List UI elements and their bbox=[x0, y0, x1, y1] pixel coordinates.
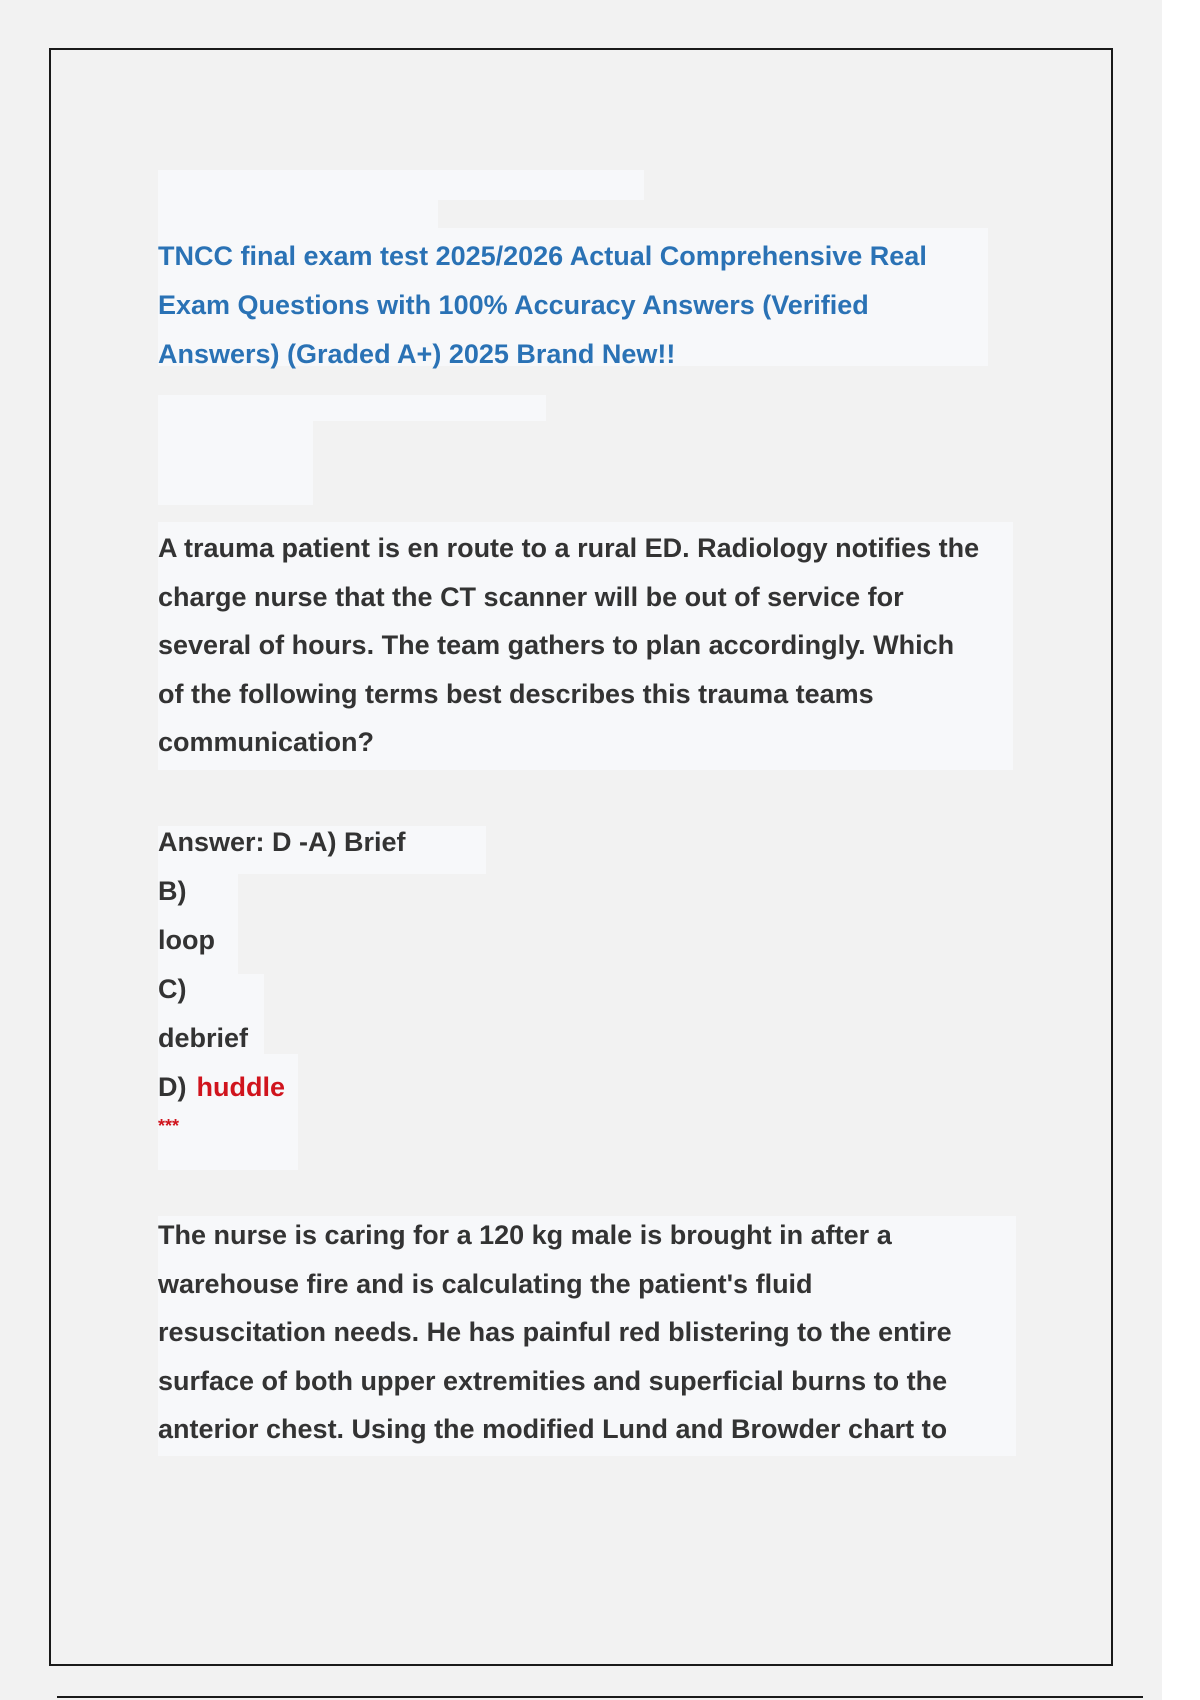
correct-answer-line bbox=[158, 1063, 1058, 1112]
text-highlight bbox=[158, 395, 546, 421]
title-line: TNCC final exam test 2025/2026 Actual Comprehensive Real bbox=[158, 241, 927, 271]
answer-line: Answer: D -A) Brief bbox=[158, 827, 406, 857]
question-line: surface of both upper extremities and superficial burns to the bbox=[158, 1365, 948, 1396]
question-line: anterior chest. Using the modified Lund and Browder chart to bbox=[158, 1414, 948, 1444]
question-2 bbox=[158, 1211, 1058, 1454]
answer-marker: *** bbox=[158, 1116, 180, 1136]
question-1 bbox=[158, 524, 1058, 767]
answer-line: B) bbox=[158, 876, 187, 906]
text-highlight bbox=[158, 200, 438, 230]
question-line: of the following terms best describes this trauma teams bbox=[158, 678, 874, 709]
question-line: charge nurse that the CT scanner will be out of service for bbox=[158, 581, 904, 612]
question-line: resuscitation needs. He has painful red blistering to the entire bbox=[158, 1317, 952, 1347]
title-line: Answers) (Graded A+) 2025 Brand New!! bbox=[158, 339, 676, 369]
right-margin-strip bbox=[1162, 0, 1200, 1700]
question-line: A trauma patient is en route to a rural ED. Radiology notifies the bbox=[158, 533, 980, 563]
answer-line: C) bbox=[158, 974, 187, 1004]
title-line: Exam Questions with 100% Accuracy Answers (Verified bbox=[158, 290, 869, 320]
correct-answer: huddle bbox=[196, 1072, 285, 1102]
text-highlight bbox=[158, 170, 644, 200]
document-title bbox=[158, 232, 1058, 379]
question-line: communication? bbox=[158, 727, 375, 757]
question-line: The nurse is caring for a 120 kg male is brought in after a bbox=[158, 1220, 892, 1250]
answer-options bbox=[158, 818, 1058, 1138]
text-highlight bbox=[158, 421, 313, 505]
question-line: warehouse fire and is calculating the patient's fluid bbox=[158, 1268, 813, 1299]
answer-line: loop bbox=[158, 925, 215, 955]
question-line: several of hours. The team gathers to plan accordingly. Which bbox=[158, 630, 955, 660]
bottom-rule bbox=[57, 1696, 1143, 1698]
answer-line: debrief bbox=[158, 1023, 249, 1053]
correct-answer-prefix: D) bbox=[158, 1072, 187, 1102]
